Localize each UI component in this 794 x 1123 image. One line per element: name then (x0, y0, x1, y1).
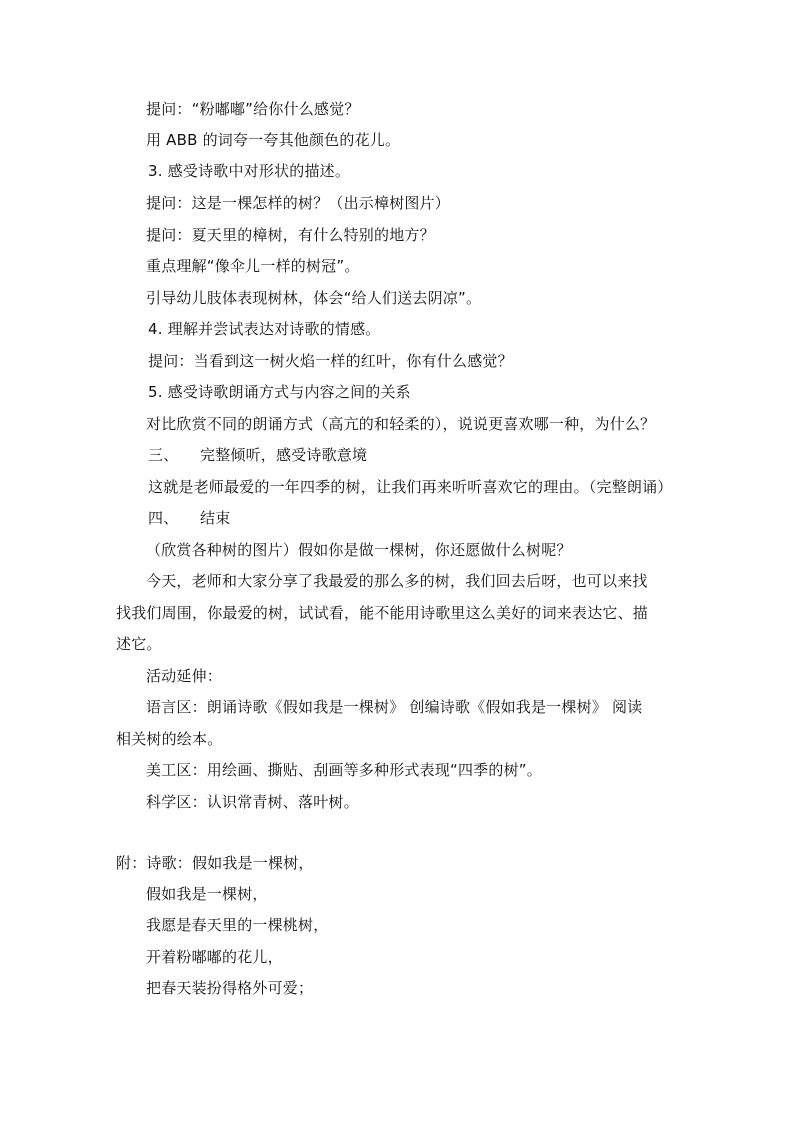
closing-paragraph-line-1: 今天，老师和大家分享了我最爱的那么多的树，我们回去后呀，也可以来找 (146, 572, 648, 590)
section-three-number: 三、 (148, 446, 179, 464)
closing-paragraph-line-2: 找我们周围，你最爱的树，试试看，能不能用诗歌里这么美好的词来表达它、描 (116, 604, 649, 622)
section-three-title: 完整倾听，感受诗歌意境 (200, 446, 368, 464)
focus-umbrella-crown: 重点理解“像伞儿一样的树冠”。 (146, 257, 360, 275)
abb-praise-line: 用 ABB 的词夸一夸其他颜色的花儿。 (146, 131, 401, 149)
question-what-tree: 提问：这是一棵怎样的树？（出示樟树图片） (146, 194, 451, 212)
art-area: 美工区：用绘画、撕贴、刮画等多种形式表现“四季的树”。 (146, 761, 542, 779)
section-heading-three (148, 445, 367, 465)
favorite-tree-line: 这就是老师最爱的一年四季的树，让我们再来听听喜欢它的理由。（完整朗诵） (148, 478, 673, 496)
guide-body-expression: 引导幼儿肢体表现树林，体会“给人们送去阴凉”。 (146, 289, 482, 307)
step-4-emotion: 4. 理解并尝试表达对诗歌的情感。 (148, 320, 381, 338)
step-3-shape: 3. 感受诗歌中对形状的描述。 (148, 162, 351, 180)
question-fendudu: 提问：“粉嘟嘟”给你什么感觉？ (146, 100, 360, 118)
language-area-line-1: 语言区：朗诵诗歌《假如我是一棵树》 创编诗歌《假如我是一棵树》 阅读 (146, 698, 643, 716)
science-area: 科学区：认识常青树、落叶树。 (146, 793, 359, 811)
compare-recitation: 对比欣赏不同的朗诵方式（高亢的和轻柔的），说说更喜欢哪一种，为什么？ (146, 415, 656, 433)
poem-line-1: 假如我是一棵树， (146, 885, 268, 903)
language-area-line-2: 相关树的绘本。 (116, 730, 223, 748)
appreciate-trees: （欣赏各种树的图片）假如你是做一棵树，你还愿做什么树呢？ (146, 541, 572, 559)
closing-paragraph-line-3: 述它。 (116, 635, 162, 653)
question-red-leaves: 提问：当看到这一树火焰一样的红叶，你有什么感觉？ (148, 352, 513, 370)
question-summer-camphor: 提问：夏天里的樟树，有什么特别的地方？ (146, 226, 435, 244)
poem-line-4: 把春天装扮得格外可爱； (146, 979, 314, 997)
poem-line-3: 开着粉嘟嘟的花儿， (146, 948, 283, 966)
section-heading-four (148, 508, 230, 528)
activity-extension-title: 活动延伸： (146, 667, 223, 685)
poem-appendix-title: 附：诗歌：假如我是一棵树， (116, 854, 314, 872)
step-5-recitation: 5. 感受诗歌朗诵方式与内容之间的关系 (148, 383, 411, 401)
poem-line-2: 我愿是春天里的一棵桃树， (146, 916, 329, 934)
section-four-number: 四、 (148, 509, 179, 527)
section-four-title: 结束 (200, 509, 231, 527)
